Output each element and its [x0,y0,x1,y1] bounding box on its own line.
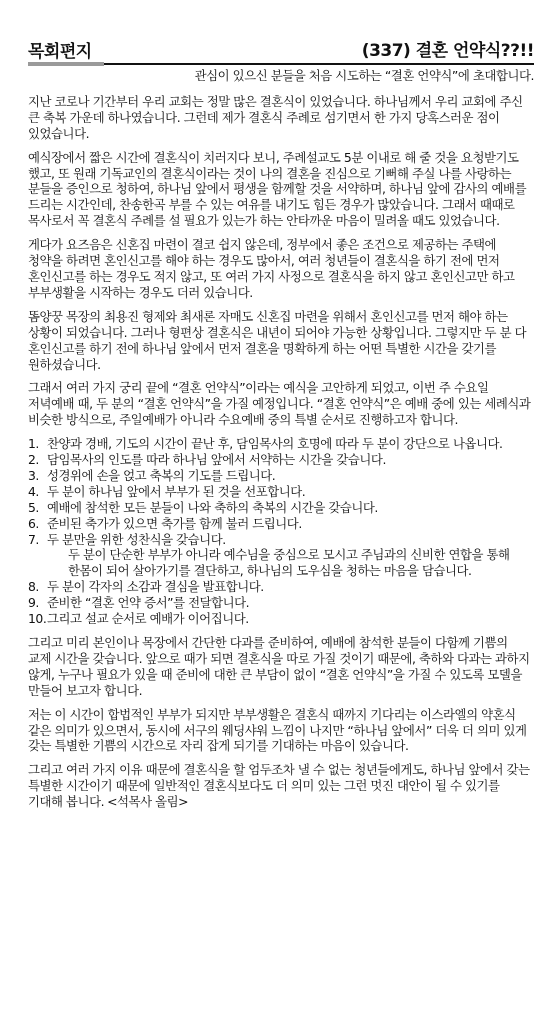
letter-body [28,68,534,810]
step-text: 담임목사의 인도를 따라 하나님 앞에서 서약하는 시간을 갖습니다. [47,452,386,468]
step-number: 7. [28,531,39,547]
list-item [28,452,534,468]
step-number: 2. [28,452,39,468]
step-number: 8. [28,579,39,595]
step-text: 성경위에 손을 얹고 축복의 기도를 드립니다. [47,467,276,483]
step-text: 준비된 축가가 있으면 축가를 함께 불러 드립니다. [47,515,302,531]
list-item [28,468,534,484]
final-paragraph-text: 그리고 여러 가지 이유 때문에 결혼식을 할 엄두조차 낼 수 없는 청년들에게도, 하나님 앞에서 갖는 특별한 시간이기 때문에 일반적인 결혼식보다도 더 의미 있는 그런 멋진 대안이 될 수 있기를 기대해 봅니다. [28,762,530,810]
step-number: 9. [28,595,39,611]
step-text: 두 분이 각자의 소감과 결심을 발표합니다. [47,579,264,595]
step-text: 예배에 참석한 모든 분들이 나와 축하의 축복의 시간을 갖습니다. [47,499,378,515]
step-text: 두 분이 하나님 앞에서 부부가 된 것을 선포합니다. [47,483,306,499]
ceremony-order-list [28,436,534,627]
header-rule-accent [28,62,104,66]
signature: <석목사 올림> [107,794,189,810]
step-text: 찬양과 경배, 기도의 시간이 끝난 후, 담임목사의 호명에 따라 두 분이 강단으로 나옵니다. [47,436,503,452]
list-item [28,484,534,500]
step-text: 그리고 설교 순서로 예배가 이어집니다. [47,611,249,627]
header-rule [104,63,534,65]
list-item [28,595,534,611]
list-item [28,436,534,452]
step-number: 10. [28,611,47,627]
list-item [28,611,534,627]
list-item [28,579,534,595]
communion-note: 두 분이 단순한 부부가 아니라 예수님을 중심으로 모시고 주님과의 신비한 연합을 통해 한몸이 되어 살아가기를 결단하고, 하나님의 도우심을 청하는 마음을 담습니다. [68,547,510,579]
list-item [28,516,534,532]
paragraph: 그래서 여러 가지 궁리 끝에 “결혼 언약식”이라는 예식을 고안하게 되었고, 이번 주 수요일 저녁예배 때, 두 분의 “결혼 언약식”을 가질 예정입니다. “결혼 언약식”은 예배 중에 있는 세례식과 비슷한 방식으로, 주일예배가 아니라 수요예배 중의 특별 순서로 진행하고자 합니다. [28,380,531,428]
closing-paragraph [28,762,534,810]
step-number: 5. [28,499,39,515]
pastoral-letter-page [28,36,534,818]
invitation-line: 관심이 있으신 분들을 처음 시도하는 “결혼 언약식”에 초대합니다. [194,68,534,83]
step-number: 3. [28,467,39,483]
column-name: 목회편지 [28,42,92,62]
list-item [28,500,534,516]
issue-title: (337) 결혼 언약식??!! [361,41,534,61]
step-text: 준비한 “결혼 언약 증서”를 전달합니다. [47,595,250,611]
paragraph: 똠양꿍 목장의 최용진 형제와 최새론 자매도 신혼집 마련을 위해서 혼인신고를 먼저 해야 하는 상황이 되었습니다. 그러나 형편상 결혼식은 내년이 되어야 가능한 상황입니다. 그렇지만 두 분 다 혼인신고를 하기 전에 하나님 앞에서 먼저 결혼을 명확하게 하는 어떤 특별한 시간을 갖기를 원하셨습니다. [28,308,527,372]
list-item [28,532,534,580]
step-number: 6. [28,515,39,531]
paragraph: 게다가 요즈음은 신혼집 마련이 결코 쉽지 않은데, 정부에서 좋은 조건으로 제공하는 주택에 청약을 하려면 혼인신고를 해야 하는 경우도 많아서, 여러 청년들이 결혼식을 하기 전에 먼저 혼인신고를 하는 경우도 적지 않고, 또 여러 가지 사정으로 결혼식을 하지 않고 혼인신고만 하고 부부생활을 시작하는 경우도 더러 있습니다. [28,237,515,300]
paragraph: 예식장에서 짧은 시간에 결혼식이 치러지다 보니, 주례설교도 5분 이내로 해 줄 것을 요청받기도 했고, 또 원래 기독교인의 결혼식이라는 것이 나의 결혼을 진심으로 기뻐해 주실 나를 사랑하는 분들을 증인으로 청하여, 하나님 앞에서 평생을 함께할 것을 서약하며, 하나님 앞에 감사의 예배를 드리는 시간인데, 찬송한곡 부를 수 있는 여유를 내기도 힘든 경우가 많았습니다. 그래서 때때로 목사로서 꼭 결혼식 주례를 설 필요가 있는가 하는 안타까운 마음이 밀려올 때도 있었습니다. [28,149,527,229]
paragraph: 지난 코로나 기간부터 우리 교회는 정말 많은 결혼식이 있었습니다. 하나님께서 우리 교회에 주신 큰 축복 가운데 하나였습니다. 그런데 제가 결혼식 주례로 섬기면서 한 가지 당혹스러운 점이 있었습니다. [28,93,523,141]
step-number: 4. [28,483,39,499]
step-text: 두 분만을 위한 성찬식을 갖습니다. [47,531,226,547]
step-number: 1. [28,436,39,452]
paragraph: 저는 이 시간이 합법적인 부부가 되지만 부부생활은 결혼식 때까지 기다리는 이스라엘의 약혼식 같은 의미가 있으면서, 동시에 서구의 웨딩샤워 느낌이 나지만 “하나님 앞에서” 더욱 더 의미 있게 갖는 특별한 기쁨의 시간으로 자리 잡게 되기를 기대하는 마음이 있습니다. [28,706,527,754]
paragraph: 그리고 미리 본인이나 목장에서 간단한 다과를 준비하여, 예배에 참석한 분들이 다함께 기쁨의 교제 시간을 갖습니다. 앞으로 때가 되면 결혼식을 따로 가질 것이기 때문에, 축하와 다과는 과하지 않게, 누구나 필요가 있을 때 준비에 대한 큰 부담이 없이 “결혼 언약식”을 가질 수 있도록 모델을 만들어 보고자 합니다. [28,635,530,698]
letter-header [28,36,534,64]
